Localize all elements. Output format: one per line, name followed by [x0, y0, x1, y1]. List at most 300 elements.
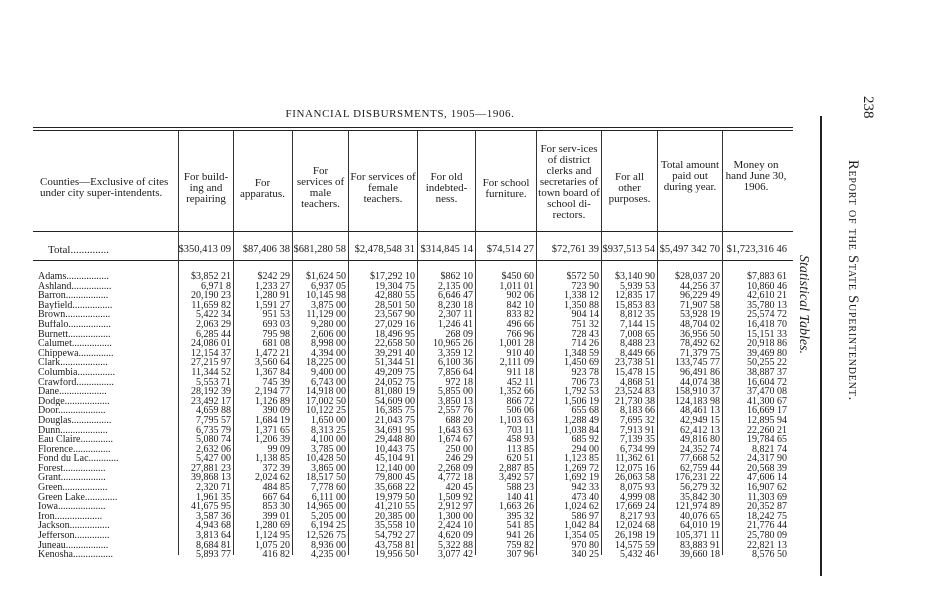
table-cell: 14,575 59 [615, 539, 655, 551]
table-cell: 12,526 75 [306, 530, 346, 542]
table-cell: 685 92 [571, 434, 599, 446]
header-old-indebtedness: For old indebted-ness. [425, 171, 468, 205]
table-cell: 751 32 [571, 318, 599, 330]
table-cell: 250 00 [445, 443, 473, 455]
female-teachers-column [348, 272, 415, 560]
table-cell: 340 25 [571, 549, 599, 561]
table-cell: 35,558 10 [375, 520, 415, 532]
table-cell: 140 41 [506, 491, 534, 503]
table-cell: 54,609 00 [375, 395, 415, 407]
table-cell: 2,194 77 [255, 386, 290, 398]
county-name: Chippewa.............. [38, 348, 114, 359]
header-male-teachers: For services of male teachers. [296, 165, 345, 210]
table-cell: 1,280 69 [255, 520, 290, 532]
table-cell: 25,574 72 [747, 309, 787, 321]
header-bottom-rule [33, 231, 793, 232]
table-cell: 3,492 57 [499, 472, 534, 484]
table-cell: 1,011 01 [499, 280, 534, 292]
county-name: Calumet................ [38, 339, 112, 349]
county-name: Dodge.................. [38, 396, 110, 407]
table-cell: 43,758 81 [375, 539, 415, 551]
table-cell: 49,816 80 [680, 434, 720, 446]
table-cell: 1,684 19 [255, 414, 290, 426]
county-name: Fond du Lac............ [38, 454, 119, 464]
table-cell: 35,842 30 [680, 491, 720, 503]
table-cell: 5,432 46 [620, 549, 655, 561]
table-cell: 1,075 20 [255, 539, 290, 551]
county-name: Jackson................ [38, 521, 110, 532]
table-cell: 16,669 17 [747, 405, 787, 417]
county-name: Dane................... [38, 387, 107, 397]
apparatus-column [233, 272, 290, 560]
county-name: Clark................... [38, 358, 108, 368]
table-cell: 972 18 [445, 376, 473, 388]
table-cell: 105,371 11 [675, 530, 720, 542]
table-cell: 6,285 44 [196, 328, 231, 340]
table-cell: 71,379 75 [680, 347, 720, 359]
table-cell: 12,835 17 [615, 290, 655, 302]
table-cell: 2,268 09 [438, 462, 473, 474]
table-cell: 78,492 62 [680, 338, 720, 350]
table-cell: 50,255 22 [747, 357, 787, 369]
table-cell: 1,024 62 [564, 501, 599, 513]
school-furniture-column [475, 272, 534, 560]
table-cell: 11,303 69 [747, 491, 787, 503]
table-cell: 48,461 13 [680, 405, 720, 417]
top-rule-double-2 [33, 130, 793, 131]
table-cell: 8,217 93 [620, 510, 655, 522]
table-cell: 23,524 83 [615, 386, 655, 398]
table-cell: 4,659 88 [196, 405, 231, 417]
table-cell: 4,620 09 [438, 530, 473, 542]
header-school-furniture: For school furniture. [482, 177, 530, 200]
table-cell: 923 78 [571, 366, 599, 378]
table-cell: 20,918 86 [747, 338, 787, 350]
table-cell: 41,210 55 [375, 501, 415, 513]
table-cell: 3,560 64 [255, 357, 290, 369]
table-cell: 452 11 [506, 376, 534, 388]
table-cell: 416 82 [262, 549, 290, 561]
table-cell: 1,103 63 [499, 414, 534, 426]
county-name: Iron................... [38, 511, 103, 522]
table-cell: 1,354 05 [564, 530, 599, 542]
table-cell: 36,956 50 [680, 328, 720, 340]
header-district-clerks: For serv-ices of district clerks and secretaries of town board of school di-rectors. [538, 143, 600, 221]
male-teachers-column [292, 272, 346, 560]
table-cell: 10,860 46 [747, 280, 787, 292]
table-cell: 8,449 66 [620, 347, 655, 359]
table-cell: 4,999 08 [620, 491, 655, 503]
table-cell: 942 33 [571, 482, 599, 494]
table-cell: 8,936 00 [311, 539, 346, 551]
table-cell: 2,063 29 [196, 318, 231, 330]
county-name: Green.................. [38, 483, 108, 493]
table-cell: 8,812 35 [620, 309, 655, 321]
table-cell: 3,813 64 [196, 530, 231, 542]
table-cell: 902 06 [506, 290, 534, 302]
table-cell: 1,663 26 [499, 501, 534, 513]
table-cell: $862 10 [440, 271, 473, 282]
table-cell: 47,606 14 [747, 472, 787, 484]
table-cell: 588 23 [506, 482, 534, 494]
table-cell: $3,852 21 [191, 271, 231, 282]
table-cell: 124,183 98 [675, 395, 720, 407]
table-cell: 268 09 [445, 328, 473, 340]
table-cell: 35,780 13 [747, 299, 787, 311]
table-cell: 21,776 44 [747, 520, 787, 532]
table-cell: 6,743 00 [311, 376, 346, 388]
table-cell: 44,256 37 [680, 280, 720, 292]
header-female-teachers: For services of female teachers. [350, 171, 416, 205]
table-cell: 8,075 93 [620, 482, 655, 494]
table-cell: 27,215 97 [191, 357, 231, 369]
table-cell: 3,785 00 [311, 443, 346, 455]
table-cell: 7,008 65 [620, 328, 655, 340]
table-cell: 6,971 8 [201, 280, 231, 292]
table-cell: 3,875 00 [311, 299, 346, 311]
table-cell: 395 32 [506, 510, 534, 522]
table-cell: 41,300 67 [747, 395, 787, 407]
table-cell: 6,734 99 [620, 443, 655, 455]
running-head: Report of the State Superintendent. [845, 160, 861, 402]
table-cell: 39,291 40 [375, 347, 415, 359]
table-cell: 39,660 18 [680, 549, 720, 561]
table-cell: 766 96 [506, 328, 534, 340]
county-name: Florence............... [38, 444, 111, 455]
table-cell: 17,669 24 [615, 501, 655, 513]
table-cell: 28,501 50 [375, 299, 415, 311]
table-cell: 56,279 32 [680, 482, 720, 494]
table-cell: 2,135 00 [438, 280, 473, 292]
total-female-teachers: $2,478,548 31 [354, 244, 415, 255]
table-cell: 39,469 80 [747, 347, 787, 359]
table-cell: 96,491 86 [680, 366, 720, 378]
county-name: Jefferson.............. [38, 531, 110, 541]
table-cell: 941 26 [506, 530, 534, 542]
table-cell: 6,111 00 [311, 491, 346, 503]
table-cell: 4,394 00 [311, 347, 346, 359]
table-cell: 62,412 13 [680, 424, 720, 436]
table-cell: 688 20 [445, 414, 473, 426]
table-cell: 759 82 [506, 539, 534, 551]
table-cell: 2,557 76 [438, 405, 473, 417]
table-cell: 1,352 66 [499, 386, 534, 398]
table-cell: 14,918 00 [306, 386, 346, 398]
table-cell: 11,344 52 [191, 366, 231, 378]
table-cell: 38,887 37 [747, 366, 787, 378]
table-cell: 1,001 28 [499, 338, 534, 350]
table-cell: 7,795 57 [196, 414, 231, 426]
table-cell: 176,231 22 [675, 472, 720, 484]
table-cell: 372 39 [262, 462, 290, 474]
total-money-on-hand: $1,723,316 46 [726, 244, 787, 255]
table-cell: 6,100 36 [438, 357, 473, 369]
table-cell: 25,780 09 [747, 530, 787, 542]
county-name: Douglas................ [38, 415, 112, 426]
top-rule-double [33, 127, 793, 128]
table-cell: 2,424 10 [438, 520, 473, 532]
table-cell: 24,352 74 [680, 443, 720, 455]
table-cell: 620 51 [506, 453, 534, 465]
table-cell: 27,029 16 [375, 318, 415, 330]
table-cell: 37,470 08 [747, 386, 787, 398]
table-cell: 26,063 58 [615, 472, 655, 484]
old-indebtedness-column [417, 272, 473, 560]
table-cell: 20,190 23 [191, 290, 231, 302]
table-cell: $3,140 90 [615, 271, 655, 282]
table-cell: 18,242 75 [747, 510, 787, 522]
table-cell: 8,488 23 [620, 338, 655, 350]
table-cell: 6,646 47 [438, 290, 473, 302]
table-cell: 1,371 65 [255, 424, 290, 436]
table-cell: 1,300 00 [438, 510, 473, 522]
table-cell: 795 98 [262, 328, 290, 340]
money-on-hand-column [722, 272, 787, 560]
table-cell: 8,230 18 [438, 299, 473, 311]
table-cell: 8,183 66 [620, 405, 655, 417]
table-cell: 34,691 95 [375, 424, 415, 436]
table-cell: $572 50 [566, 271, 599, 282]
table-cell: 1,509 92 [438, 491, 473, 503]
table-cell: 14,965 00 [306, 501, 346, 513]
header-money-on-hand: Money on hand June 30, 1906. [725, 159, 787, 193]
table-cell: 1,506 19 [564, 395, 599, 407]
table-cell: 1,348 59 [564, 347, 599, 359]
table-cell: 1,792 53 [564, 386, 599, 398]
table-cell: 28,192 39 [191, 386, 231, 398]
table-cell: 12,895 94 [747, 414, 787, 426]
table-cell: 681 08 [262, 338, 290, 350]
table-cell: 1,280 91 [255, 290, 290, 302]
table-cell: 99 09 [267, 443, 290, 455]
table-cell: 3,077 42 [438, 549, 473, 561]
table-cell: 3,865 00 [311, 462, 346, 474]
table-cell: 728 43 [571, 328, 599, 340]
table-cell: 53,928 19 [680, 309, 720, 321]
page-title: FINANCIAL DISBURSMENTS, 1905—1906. [285, 108, 515, 120]
table-cell: 2,606 00 [311, 328, 346, 340]
table-cell: 506 06 [506, 405, 534, 417]
table-cell: 20,568 39 [747, 462, 787, 474]
county-name: Columbia............... [38, 367, 115, 378]
table-cell: 7,695 32 [620, 414, 655, 426]
table-cell: 15,478 15 [615, 366, 655, 378]
table-cell: 3,587 36 [196, 510, 231, 522]
table-cell: 64,010 19 [680, 520, 720, 532]
table-cell: 19,956 50 [375, 549, 415, 561]
table-cell: 12,024 68 [615, 520, 655, 532]
table-cell: 1,123 85 [564, 453, 599, 465]
table-cell: 1,038 84 [564, 424, 599, 436]
table-cell: 1,450 69 [564, 357, 599, 369]
table-cell: 951 53 [262, 309, 290, 321]
county-name: Adams................. [38, 272, 109, 282]
table-cell: 1,206 39 [255, 434, 290, 446]
total-other-purposes: $937,513 54 [602, 244, 655, 255]
total-district-clerks: $72,761 39 [551, 244, 599, 255]
table-cell: 19,784 65 [747, 434, 787, 446]
county-name: Bayfield................ [38, 300, 113, 311]
table-cell: 10,443 75 [375, 443, 415, 455]
county-name: Green Lake............. [38, 492, 118, 503]
county-name: Buffalo................. [38, 319, 111, 330]
table-cell: 1,692 19 [564, 472, 599, 484]
county-name: Juneau................. [38, 540, 109, 551]
table-cell: 10,965 26 [433, 338, 473, 350]
table-cell: 541 85 [506, 520, 534, 532]
table-cell: 5,080 74 [196, 434, 231, 446]
table-cell: 496 66 [506, 318, 534, 330]
table-cell: 11,362 61 [615, 453, 655, 465]
table-cell: 1,674 67 [438, 434, 473, 446]
table-cell: 19,979 50 [375, 491, 415, 503]
table-cell: 8,576 50 [752, 549, 787, 561]
table-cell: 19,304 75 [375, 280, 415, 292]
table-cell: 655 68 [571, 405, 599, 417]
table-cell: 51,344 51 [375, 357, 415, 369]
table-cell: $17,292 10 [370, 271, 415, 282]
table-cell: 7,144 15 [620, 318, 655, 330]
county-name: Iowa................... [38, 502, 106, 512]
table-cell: 22,658 50 [375, 338, 415, 350]
table-cell: 40,076 65 [680, 510, 720, 522]
table-cell: $450 60 [501, 271, 534, 282]
county-name: Door................... [38, 406, 106, 416]
table-cell: 21,730 38 [615, 395, 655, 407]
total-male-teachers: $681,280 58 [293, 244, 346, 255]
table-cell: 16,907 62 [747, 482, 787, 494]
building-column [178, 272, 231, 560]
total-paid-column [657, 272, 720, 560]
table-cell: 1,643 63 [438, 424, 473, 436]
table-cell: 15,853 83 [615, 299, 655, 311]
header-building: For build-ing and repairing [183, 171, 229, 205]
county-name: Crawford............... [38, 377, 114, 388]
table-cell: 4,868 51 [620, 376, 655, 388]
table-cell: 6,735 79 [196, 424, 231, 436]
table-cell: 1,124 95 [255, 530, 290, 542]
table-cell: 8,313 25 [311, 424, 346, 436]
table-cell: 42,880 55 [375, 290, 415, 302]
table-cell: 24,317 90 [747, 453, 787, 465]
county-name: Kenosha................ [38, 550, 113, 560]
table-cell: 1,338 12 [564, 290, 599, 302]
table-cell: 390 09 [262, 405, 290, 417]
table-cell: 77,668 52 [680, 453, 720, 465]
table-cell: 79,800 45 [375, 472, 415, 484]
header-counties: Counties—Exclusive of cites under city super-intendents. [40, 176, 169, 199]
table-cell: 7,778 60 [311, 482, 346, 494]
other-purposes-column [601, 272, 655, 560]
table-cell: 399 01 [262, 510, 290, 522]
header-other-purposes: For all other purposes. [608, 171, 651, 205]
table-cell: 10,122 25 [306, 405, 346, 417]
table-cell: 3,359 12 [438, 347, 473, 359]
table-cell: 158,910 37 [675, 386, 720, 398]
table-cell: 4,100 00 [311, 434, 346, 446]
table-cell: 23,492 17 [191, 395, 231, 407]
table-cell: 54,792 27 [375, 530, 415, 542]
table-cell: $1,624 50 [306, 271, 346, 282]
table-cell: 7,139 35 [620, 434, 655, 446]
table-cell: 8,998 00 [311, 338, 346, 350]
table-cell: 4,772 18 [438, 472, 473, 484]
table-cell: 5,939 53 [620, 280, 655, 292]
table-cell: 6,937 05 [311, 280, 346, 292]
total-building: $350,413 09 [178, 244, 231, 255]
table-cell: 2,912 97 [438, 501, 473, 513]
table-cell: 16,385 75 [375, 405, 415, 417]
table-cell: 1,472 21 [255, 347, 290, 359]
table-cell: 10,145 98 [306, 290, 346, 302]
table-cell: 26,198 19 [615, 530, 655, 542]
table-cell: 9,400 00 [311, 366, 346, 378]
table-cell: 1,288 49 [564, 414, 599, 426]
table-cell: 1,126 89 [255, 395, 290, 407]
table-cell: 1,269 72 [564, 462, 599, 474]
table-cell: 5,322 88 [438, 539, 473, 551]
table-cell: 1,138 85 [255, 453, 290, 465]
total-bottom-rule [33, 260, 793, 261]
table-cell: 81,080 19 [375, 386, 415, 398]
table-cell: 29,448 80 [375, 434, 415, 446]
table-cell: 693 03 [262, 318, 290, 330]
table-cell: 294 00 [571, 443, 599, 455]
table-cell: 1,042 84 [564, 520, 599, 532]
table-cell: 1,961 35 [196, 491, 231, 503]
table-cell: 5,553 71 [196, 376, 231, 388]
table-cell: $242 29 [257, 271, 290, 282]
table-cell: 2,320 71 [196, 482, 231, 494]
table-cell: 484 85 [262, 482, 290, 494]
table-cell: 96,229 49 [680, 290, 720, 302]
table-cell: 706 73 [571, 376, 599, 388]
table-cell: 24,086 01 [191, 338, 231, 350]
table-cell: 667 64 [262, 491, 290, 503]
table-cell: 23,567 90 [375, 309, 415, 321]
table-cell: 833 82 [506, 309, 534, 321]
table-cell: 12,075 16 [615, 462, 655, 474]
county-name: Grant.................. [38, 473, 106, 484]
table-cell: 15,151 33 [747, 328, 787, 340]
table-cell: 11,659 82 [191, 299, 231, 311]
total-paid-out: $5,497 342 70 [659, 244, 720, 255]
table-cell: 5,422 34 [196, 309, 231, 321]
table-cell: 904 14 [571, 309, 599, 321]
total-label: Total.............. [48, 244, 109, 256]
table-cell: $28,037 20 [675, 271, 720, 282]
table-cell: 307 96 [506, 549, 534, 561]
table-cell: 1,650 00 [311, 414, 346, 426]
table-cell: 71,907 58 [680, 299, 720, 311]
table-cell: 42,610 21 [747, 290, 787, 302]
table-cell: 910 40 [506, 347, 534, 359]
table-cell: $7,883 61 [747, 271, 787, 282]
table-cell: 18,225 00 [306, 357, 346, 369]
table-cell: 745 39 [262, 376, 290, 388]
table-cell: 12,154 37 [191, 347, 231, 359]
total-apparatus: $87,406 38 [242, 244, 290, 255]
table-cell: 842 10 [506, 299, 534, 311]
table-cell: 11,129 00 [306, 309, 346, 321]
table-cell: 83,883 91 [680, 539, 720, 551]
table-cell: 1,367 84 [255, 366, 290, 378]
table-cell: 42,949 15 [680, 414, 720, 426]
table-cell: 7,913 91 [620, 424, 655, 436]
table-cell: 723 90 [571, 280, 599, 292]
table-cell: 48,704 02 [680, 318, 720, 330]
table-cell: 22,260 21 [747, 424, 787, 436]
